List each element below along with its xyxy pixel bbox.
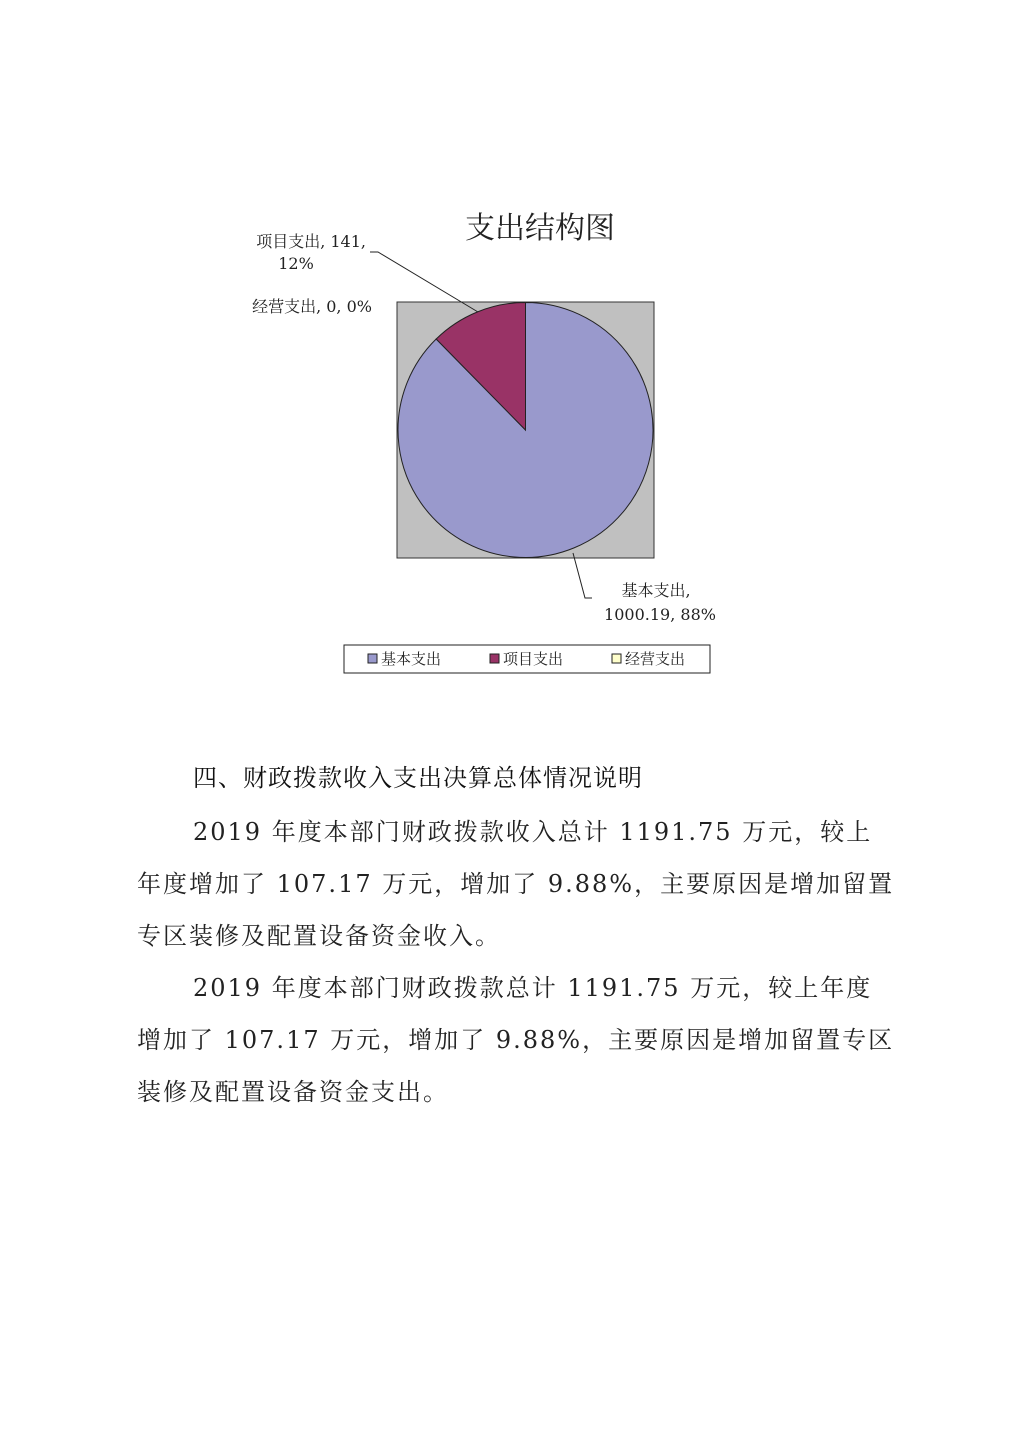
legend-label-2: 项目支出 [503, 650, 564, 668]
label-basic-line-2: 1000.19, 88% [604, 605, 716, 624]
label-basic-line-1: 基本支出, [621, 581, 691, 600]
paragraph-expenditure: 2019 年度本部门财政拨款总计 1191.75 万元，较上年度增加了 107.17 万元，增加了 9.88%，主要原因是增加留置专区装修及配置设备资金支出。 [137, 974, 895, 1106]
paragraph-income: 2019 年度本部门财政拨款收入总计 1191.75 万元，较上年度增加了 107.17 万元，增加了 9.88%，主要原因是增加留置专区装修及配置设备资金收入。 [137, 818, 895, 950]
leader-line-basic [573, 553, 592, 598]
legend-label-1: 基本支出 [381, 650, 442, 668]
pie-chart [0, 0, 1024, 700]
label-operating-line-1: 经营支出, 0, 0% [252, 297, 372, 316]
legend [344, 645, 710, 673]
section-heading: 四、财政拨款收入支出决算总体情况说明 [193, 764, 643, 792]
label-project-line-2: 12% [278, 254, 314, 273]
legend-label-3: 经营支出 [625, 650, 686, 668]
chart-title: 支出结构图 [465, 211, 615, 246]
legend-swatch-3 [612, 654, 621, 663]
legend-swatch-2 [490, 654, 499, 663]
legend-swatch-1 [368, 654, 377, 663]
label-project-line-1: 项目支出, 141, [256, 232, 366, 251]
